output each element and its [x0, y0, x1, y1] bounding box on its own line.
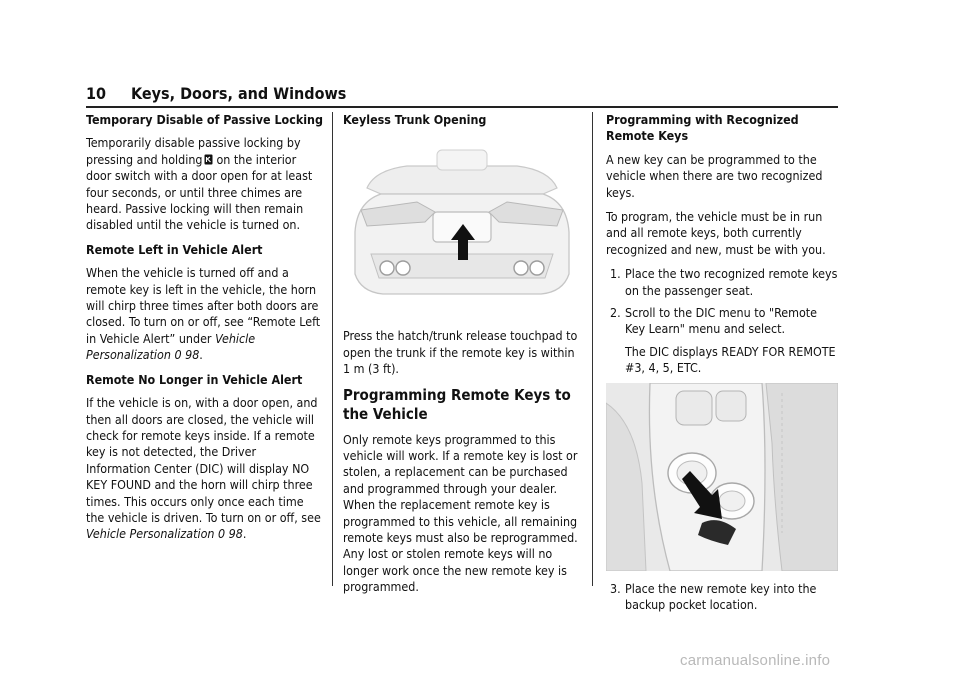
heading-recognized-keys: Programming with Recognized Remote Keys: [606, 112, 799, 144]
page-number: 10: [86, 84, 107, 103]
step-3: 3. Place the new remote key into the backup pocket location.: [610, 580, 817, 613]
xref-vehicle-personalization[interactable]: Vehicle Personalization: [86, 330, 256, 363]
paragraph-remote-no-longer-alert: If the vehicle is on, with a door open, and then all doors are closed, the vehicle will check for remote keys inside. If a remote key is not detected, the Driver Information Center (DIC) will display NO KEY FOUND and the horn will chirp three times. This occurs only once each time the vehicle is driven. To turn on or off, see Vehicle Personalization 0 98.: [86, 395, 321, 542]
paragraph-recognized-keys: A new key can be programmed to the vehicle when there are two recognized keys.: [606, 151, 823, 200]
xref-vehicle-personalization-2[interactable]: Vehicle Personalization: [86, 526, 215, 542]
column-right: [606, 112, 840, 620]
watermark: carmanualsonline.info: [680, 652, 831, 669]
heading-temporary-disable: Temporary Disable of Passive Locking: [86, 112, 323, 127]
xref-page-98-2[interactable]: 0 98: [218, 526, 243, 542]
backup-pocket-illustration: [606, 383, 838, 571]
heading-keyless-trunk: Keyless Trunk Opening: [343, 112, 487, 127]
chapter-title: Keys, Doors, and Windows: [131, 84, 347, 103]
column-left: [86, 112, 324, 551]
column-divider-1: [332, 112, 333, 586]
header-rule: [86, 106, 838, 108]
heading-remote-no-longer-alert: Remote No Longer in Vehicle Alert: [86, 371, 303, 387]
trunk-touchpad-illustration: [347, 136, 577, 314]
column-divider-2: [592, 112, 593, 586]
lock-key-icon: [204, 154, 213, 165]
paragraph-programming: Only remote keys programmed to this vehicle will work. If a remote key is lost or stolen, a replacement can be purchased and programmed through your dealer. When the replacement remote key is programmed to this vehicle, all remaining remote keys must also be reprogrammed. Any lost or stolen remote keys will no longer work once the new remote key is programmed.: [343, 431, 578, 595]
paragraph-program-requirements: To program, the vehicle must be in run and all remote keys, both currently recognized and new, must be with you.: [606, 209, 826, 257]
paragraph-temporary-disable: Temporarily disable passive locking by pressing and holding on the interior door switch with a door open for at least four seconds, or until three chimes are heard. Passive locking will then remain disabled until the vehicle is turned on.: [86, 135, 313, 233]
column-middle: [343, 112, 579, 604]
step-2: 2. Scroll to the DIC menu to "Remote Key Learn" menu and select. The DIC displays READY FOR REMOTE #3, 4, 5, ETC.: [606, 305, 840, 377]
step-1: 1. Place the two recognized remote keys on the passenger seat.: [610, 266, 838, 298]
section-title-programming: Programming Remote Keys to the Vehicle: [343, 385, 571, 423]
heading-remote-left-alert: Remote Left in Vehicle Alert: [86, 241, 263, 257]
steps-list-continued: [606, 581, 840, 614]
step-2-note: The DIC displays READY FOR REMOTE #3, 4, 5, ETC.: [625, 343, 836, 376]
paragraph-remote-left-alert: When the vehicle is turned off and a remote key is left in the vehicle, the horn will chirp three times after both doors are closed. To turn on or off, see “Remote Left in Vehicle Alert” under Vehicle Personalization 0 98.: [86, 265, 321, 363]
steps-list: [606, 266, 840, 376]
paragraph-keyless-trunk: Press the hatch/trunk release touchpad to open the trunk if the remote key is within 1 m (3 ft).: [343, 328, 578, 377]
xref-page-98[interactable]: 0 98: [174, 347, 200, 363]
